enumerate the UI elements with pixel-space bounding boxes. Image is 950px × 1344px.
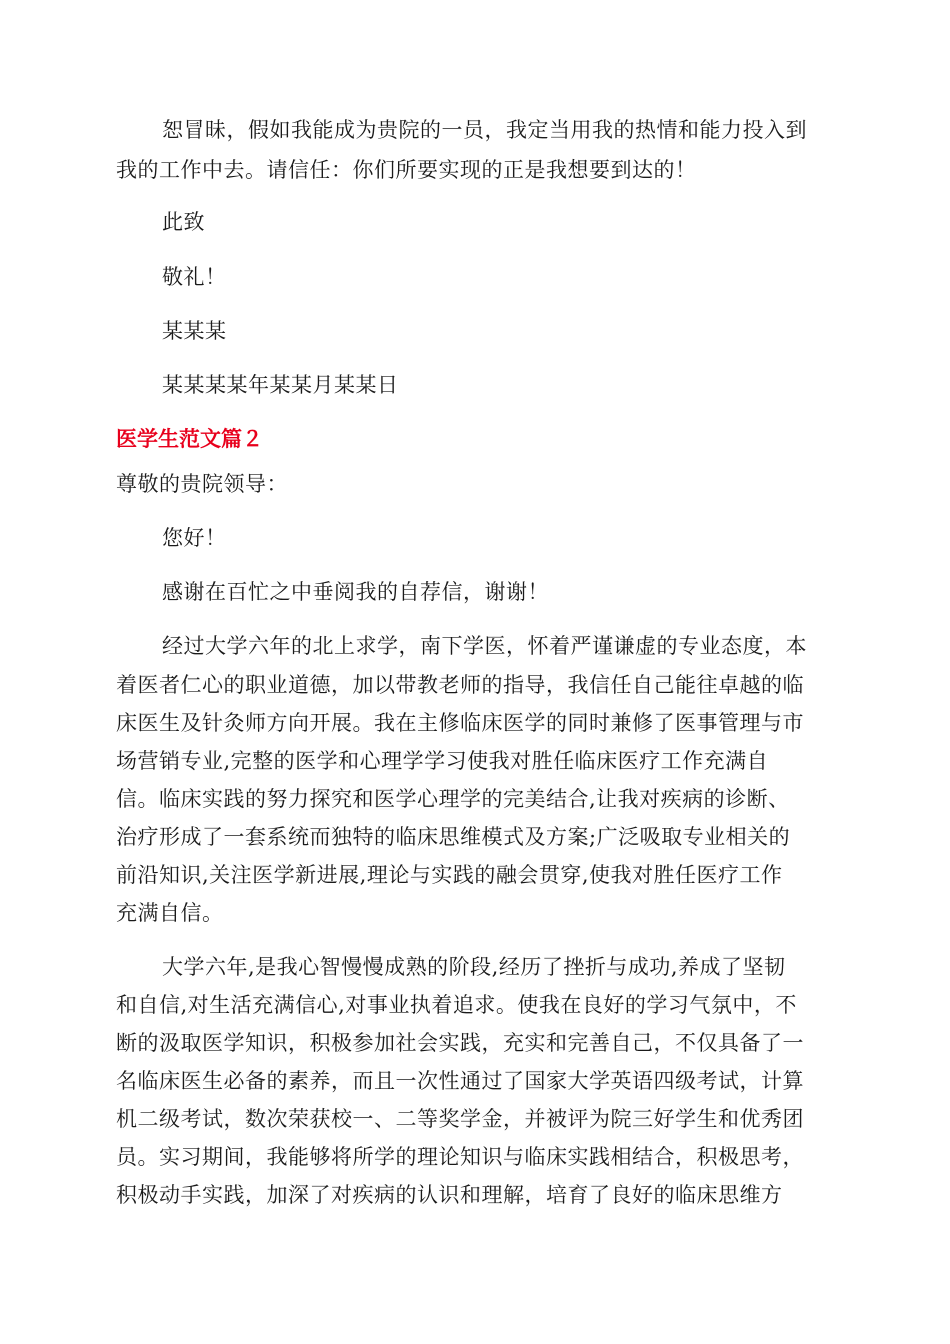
- para1-line-8: 充满自信。: [116, 901, 224, 925]
- para1-line-1: 经过大学六年的北上求学，南下学医，怀着严谨谦虚的专业态度，本: [162, 634, 807, 658]
- para1-line-4: 场营销专业,完整的医学和心理学学习使我对胜任临床医疗工作充满自: [116, 749, 769, 773]
- para1-line-5: 信。临床实践的努力探究和医学心理学的完美结合,让我对疾病的诊断、: [116, 787, 790, 811]
- letter1-line-2: 我的工作中去。请信任：你们所要实现的正是我想要到达的！: [116, 158, 697, 182]
- para1-line-7: 前沿知识,关注医学新进展,理论与实践的融会贯穿,使我对胜任医疗工作: [116, 863, 783, 887]
- para2-line-3: 断的汲取医学知识，积极参加社会实践，充实和完善自己，不仅具备了一: [116, 1031, 804, 1055]
- closing-cizhi: 此致: [162, 210, 205, 234]
- salutation: 尊敬的贵院领导：: [116, 472, 288, 496]
- para1-line-6: 治疗形成了一套系统而独特的临床思维模式及方案;广泛吸取专业相关的: [116, 825, 791, 849]
- signature: 某某某: [162, 319, 227, 343]
- letter1-line-1: 恕冒昧，假如我能成为贵院的一员，我定当用我的热情和能力投入到: [162, 118, 807, 142]
- para2-line-7: 积极动手实践，加深了对疾病的认识和理解，培育了良好的临床思维方: [116, 1183, 783, 1207]
- para2-line-5: 机二级考试，数次荣获校一、二等奖学金，并被评为院三好学生和优秀团: [116, 1107, 804, 1131]
- section-heading: 医学生范文篇２: [116, 427, 263, 451]
- date: 某某某某年某某月某某日: [162, 373, 399, 397]
- para1-line-2: 着医者仁心的职业道德，加以带教老师的指导，我信任自己能往卓越的临: [116, 673, 804, 697]
- para2-line-1: 大学六年,是我心智慢慢成熟的阶段,经历了挫折与成功,养成了坚韧: [162, 955, 786, 979]
- para2-line-4: 名临床医生必备的素养，而且一次性通过了国家大学英语四级考试，计算: [116, 1069, 804, 1093]
- para2-line-6: 员。实习期间，我能够将所学的理论知识与临床实践相结合，积极思考，: [116, 1145, 804, 1169]
- greeting: 您好！: [162, 526, 227, 550]
- closing-jingli: 敬礼！: [162, 265, 227, 289]
- thanks-line: 感谢在百忙之中垂阅我的自荐信，谢谢！: [162, 580, 549, 604]
- para2-line-2: 和自信,对生活充满信心,对事业执着追求。使我在良好的学习气氛中，不: [116, 993, 797, 1017]
- para1-line-3: 床医生及针灸师方向开展。我在主修临床医学的同时兼修了医事管理与市: [116, 711, 804, 735]
